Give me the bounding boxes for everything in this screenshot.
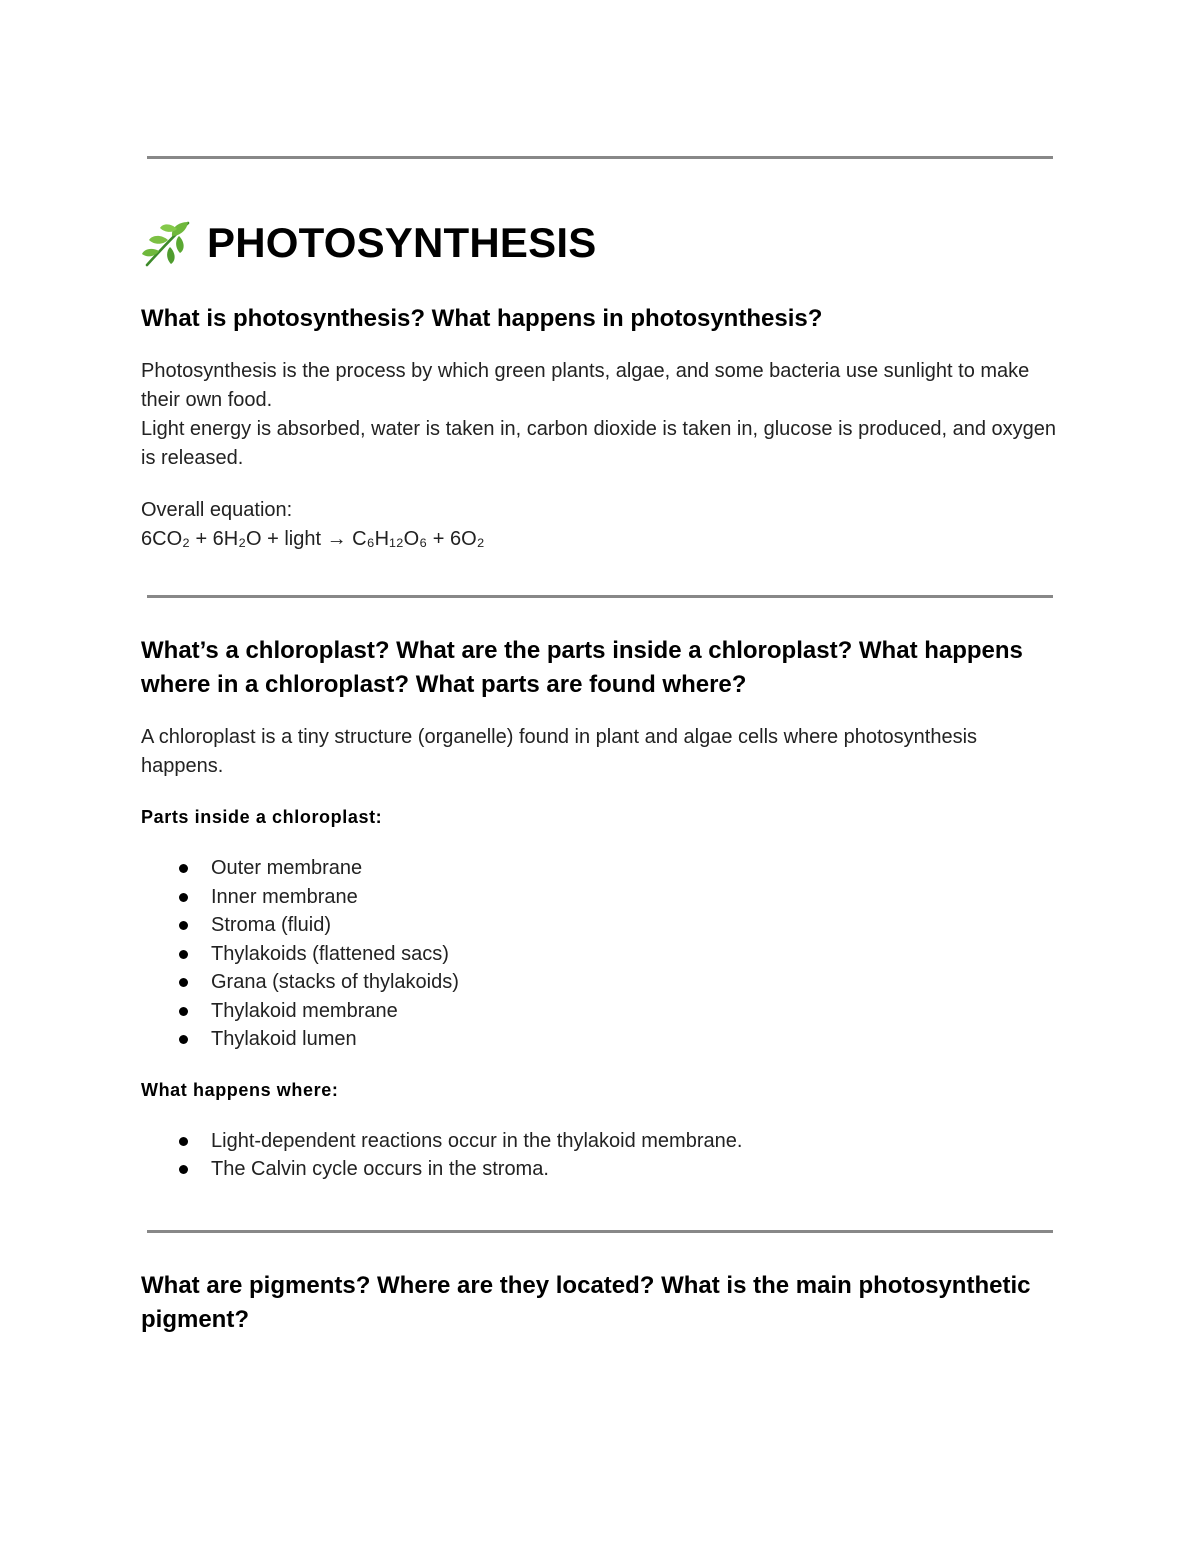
section-heading: What’s a chloroplast? What are the parts inside a chloroplast? What happens where in a chloroplast? What parts are found where? (141, 637, 1023, 698)
section-photosynthesis (141, 302, 1061, 554)
bullet-icon (179, 921, 188, 930)
list-item: Light-dependent reactions occur in the thylakoid membrane. (141, 1127, 1061, 1156)
bullet-icon (179, 950, 188, 959)
equation-label: Overall equation: (141, 499, 293, 521)
parts-label: Parts inside a chloroplast: (141, 807, 383, 827)
list-item: Outer membrane (141, 854, 1061, 883)
paragraph: Light energy is absorbed, water is taken in, carbon dioxide is taken in, glucose is produced, and oxygen is released. (141, 418, 1056, 469)
paragraph: A chloroplast is a tiny structure (organelle) found in plant and algae cells where photosynthesis happens. (141, 726, 978, 777)
bullet-icon (179, 1007, 188, 1016)
bullet-icon (179, 1165, 188, 1174)
horizontal-rule (147, 156, 1053, 159)
section-heading: What is photosynthesis? What happens in photosynthesis? (141, 305, 823, 332)
bullet-icon (179, 1137, 188, 1146)
paragraph: Photosynthesis is the process by which green plants, algae, and some bacteria use sunlight to make their own food. (141, 360, 1030, 411)
parts-list (141, 854, 1061, 1054)
bullet-icon (179, 978, 188, 987)
equation: 6CO₂ + 6H₂O + light → C₆H₁₂O₆ + 6O₂ (141, 528, 485, 550)
section-heading: What are pigments? Where are they located? What is the main photosynthetic pigment? (141, 1272, 1031, 1333)
list-item: Grana (stacks of thylakoids) (141, 968, 1061, 997)
list-item: Thylakoid membrane (141, 997, 1061, 1026)
herb-leaf-icon (141, 218, 195, 268)
bullet-icon (179, 893, 188, 902)
where-list (141, 1127, 1061, 1184)
bullet-icon (179, 864, 188, 873)
bullet-icon (179, 1035, 188, 1044)
where-label: What happens where: (141, 1079, 339, 1100)
list-item: Stroma (fluid) (141, 911, 1061, 940)
horizontal-rule (147, 595, 1053, 598)
document-title (141, 218, 1061, 268)
section-chloroplast (141, 634, 1061, 1184)
horizontal-rule (147, 1230, 1053, 1233)
list-item: Inner membrane (141, 883, 1061, 912)
title-text: PHOTOSYNTHESIS (207, 219, 597, 266)
section-pigments (141, 1269, 1061, 1337)
list-item: Thylakoids (flattened sacs) (141, 940, 1061, 969)
list-item: Thylakoid lumen (141, 1025, 1061, 1054)
list-item: The Calvin cycle occurs in the stroma. (141, 1155, 1061, 1184)
